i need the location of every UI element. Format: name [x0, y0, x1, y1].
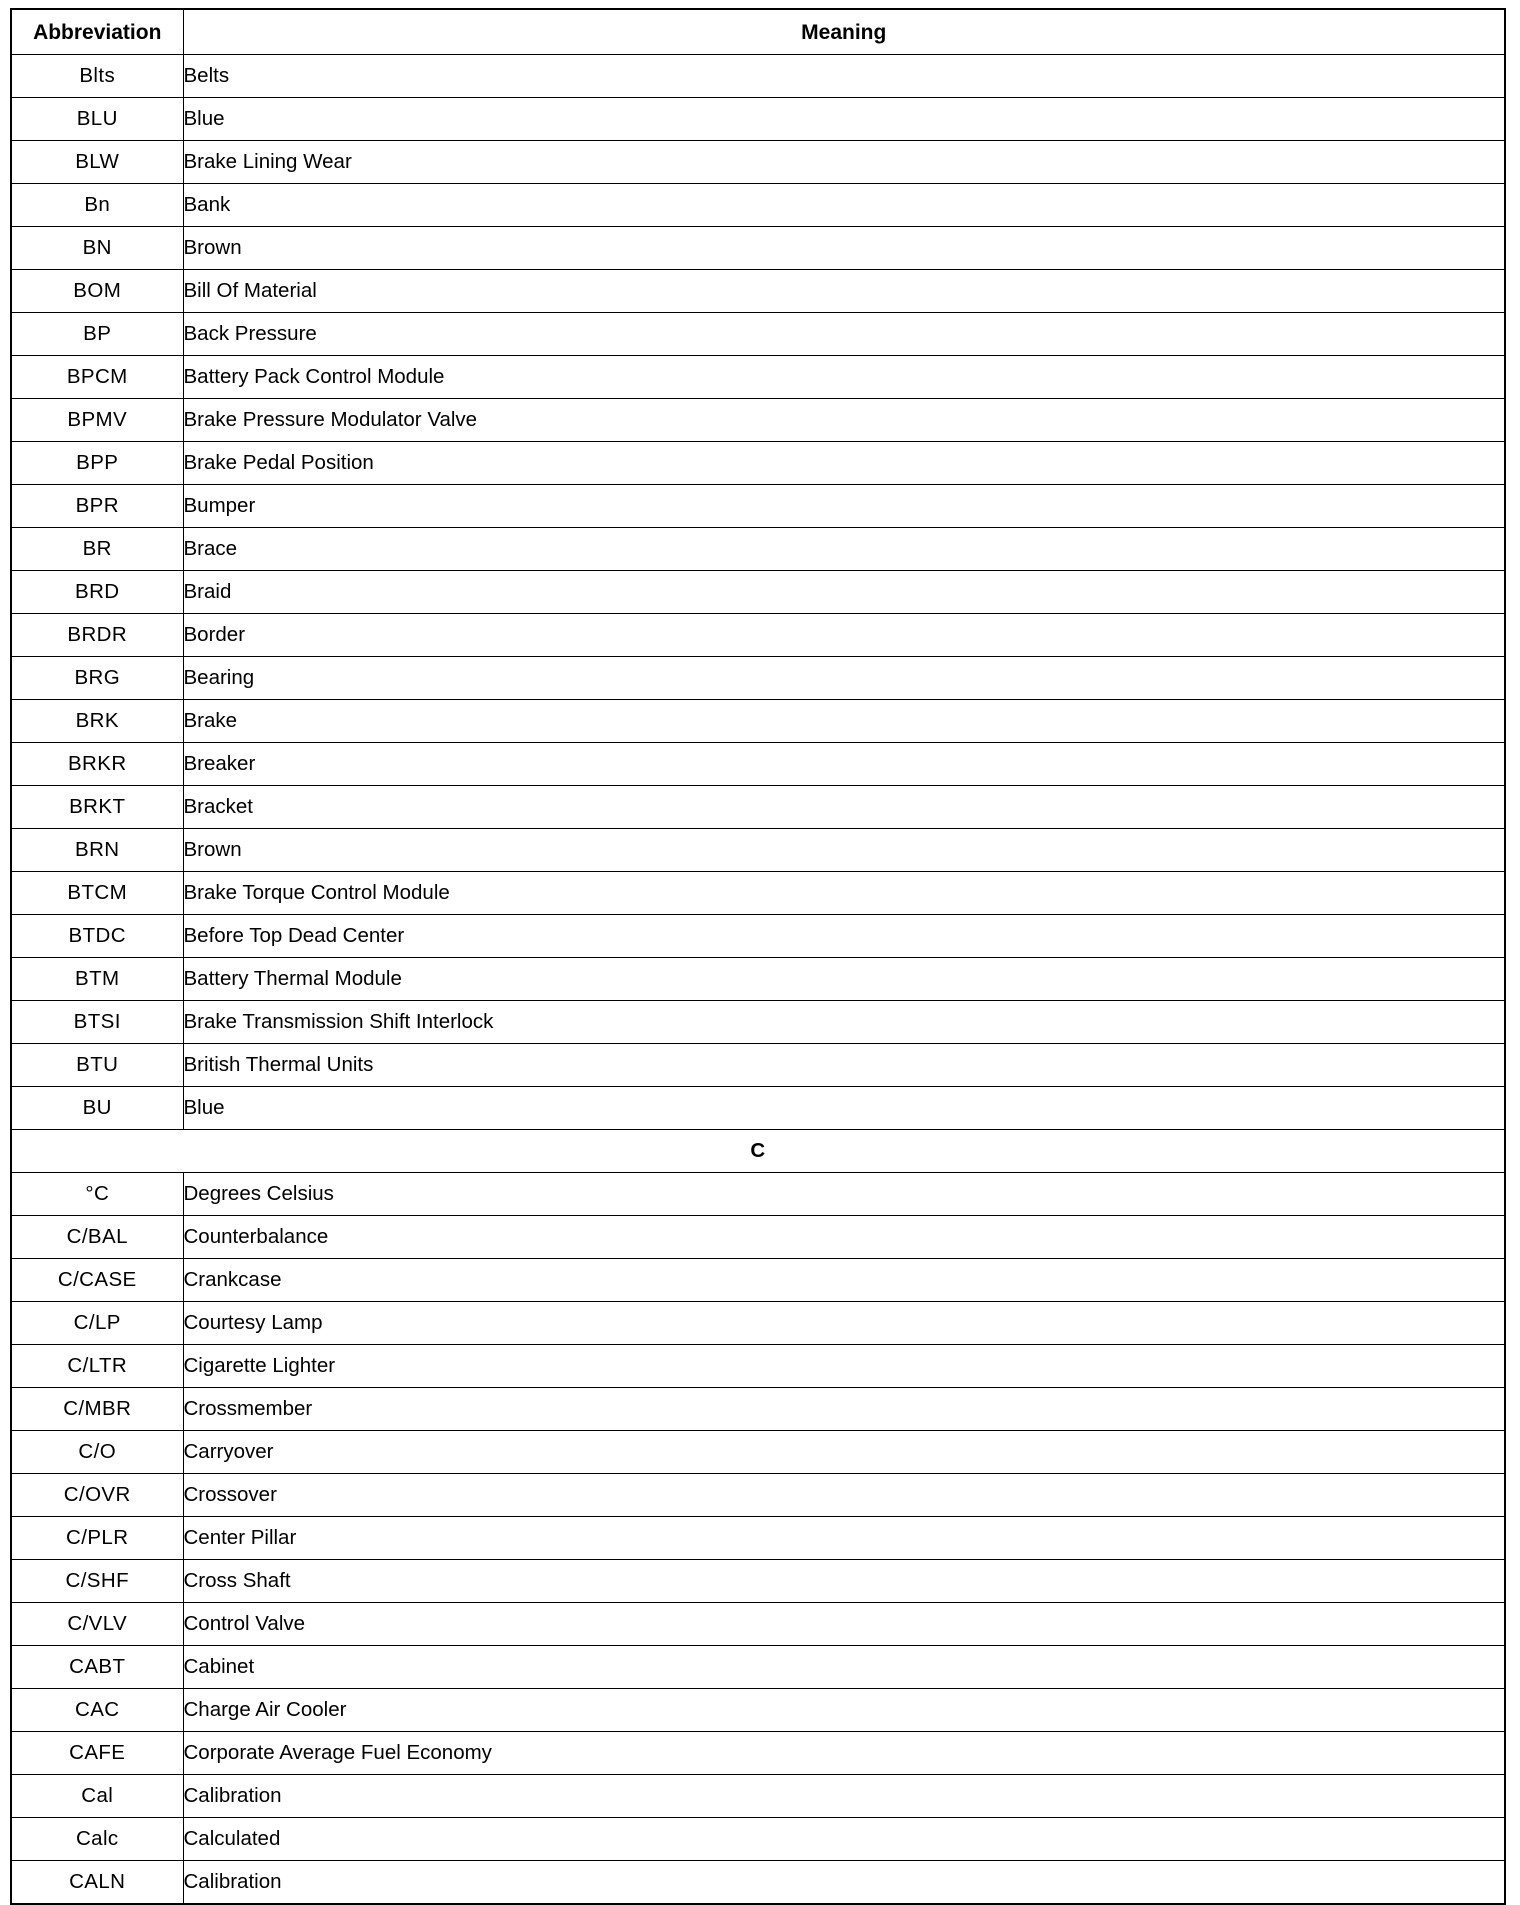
table-row — [11, 1775, 1505, 1818]
abbreviation-cell: BLU — [11, 98, 183, 141]
abbreviation-cell: C/MBR — [11, 1388, 183, 1431]
abbreviation-cell: BN — [11, 227, 183, 270]
table-row — [11, 1087, 1505, 1130]
meaning-cell: Breaker — [183, 743, 1505, 786]
abbreviation-cell: BOM — [11, 270, 183, 313]
table-row — [11, 1345, 1505, 1388]
meaning-cell: Brake Pressure Modulator Valve — [183, 399, 1505, 442]
section-letter-label: C — [11, 1130, 1505, 1173]
table-row — [11, 1044, 1505, 1087]
abbreviation-cell: C/SHF — [11, 1560, 183, 1603]
abbreviation-cell: BRN — [11, 829, 183, 872]
table-row — [11, 1603, 1505, 1646]
abbreviation-cell: BRKT — [11, 786, 183, 829]
table-row — [11, 1732, 1505, 1775]
abbreviation-cell: BU — [11, 1087, 183, 1130]
abbreviation-cell: BPP — [11, 442, 183, 485]
table-row — [11, 1646, 1505, 1689]
table-row — [11, 1388, 1505, 1431]
abbreviation-cell: °C — [11, 1173, 183, 1216]
meaning-cell: Crossmember — [183, 1388, 1505, 1431]
meaning-cell: Battery Pack Control Module — [183, 356, 1505, 399]
meaning-cell: Brake Pedal Position — [183, 442, 1505, 485]
abbreviation-cell: BRDR — [11, 614, 183, 657]
abbreviation-cell: BLW — [11, 141, 183, 184]
meaning-cell: Belts — [183, 55, 1505, 98]
table-row — [11, 270, 1505, 313]
meaning-cell: Brown — [183, 829, 1505, 872]
abbreviation-cell: Cal — [11, 1775, 183, 1818]
table-row — [11, 1216, 1505, 1259]
column-header-abbreviation: Abbreviation — [11, 9, 183, 55]
table-section-row — [11, 1130, 1505, 1173]
table-body — [11, 55, 1505, 1905]
table-row — [11, 528, 1505, 571]
table-header-row — [11, 9, 1505, 55]
meaning-cell: Calculated — [183, 1818, 1505, 1861]
table-row — [11, 1259, 1505, 1302]
table-row — [11, 485, 1505, 528]
abbreviation-cell: BPMV — [11, 399, 183, 442]
meaning-cell: Bumper — [183, 485, 1505, 528]
abbreviation-cell: CAC — [11, 1689, 183, 1732]
abbreviation-cell: C/VLV — [11, 1603, 183, 1646]
table-row — [11, 614, 1505, 657]
meaning-cell: Blue — [183, 98, 1505, 141]
table-row — [11, 1560, 1505, 1603]
abbreviation-cell: Calc — [11, 1818, 183, 1861]
column-header-meaning: Meaning — [183, 9, 1505, 55]
abbreviation-cell: BRK — [11, 700, 183, 743]
meaning-cell: Corporate Average Fuel Economy — [183, 1732, 1505, 1775]
table-row — [11, 1517, 1505, 1560]
meaning-cell: Cigarette Lighter — [183, 1345, 1505, 1388]
table-row — [11, 184, 1505, 227]
meaning-cell: Brown — [183, 227, 1505, 270]
meaning-cell: Brace — [183, 528, 1505, 571]
abbreviation-cell: BRD — [11, 571, 183, 614]
abbreviation-cell: C/LP — [11, 1302, 183, 1345]
meaning-cell: Brake Transmission Shift Interlock — [183, 1001, 1505, 1044]
abbreviation-cell: BTSI — [11, 1001, 183, 1044]
table-row — [11, 141, 1505, 184]
table-row — [11, 958, 1505, 1001]
abbreviation-cell: BRKR — [11, 743, 183, 786]
meaning-cell: Center Pillar — [183, 1517, 1505, 1560]
table-row — [11, 1173, 1505, 1216]
abbreviation-cell: BTU — [11, 1044, 183, 1087]
table-row — [11, 1689, 1505, 1732]
table-row — [11, 313, 1505, 356]
meaning-cell: Crossover — [183, 1474, 1505, 1517]
table-row — [11, 829, 1505, 872]
abbreviation-cell: C/LTR — [11, 1345, 183, 1388]
meaning-cell: Bill Of Material — [183, 270, 1505, 313]
abbreviation-cell: BTDC — [11, 915, 183, 958]
meaning-cell: Degrees Celsius — [183, 1173, 1505, 1216]
abbreviation-cell: CAFE — [11, 1732, 183, 1775]
table-row — [11, 1001, 1505, 1044]
table-row — [11, 915, 1505, 958]
table-header — [11, 9, 1505, 55]
meaning-cell: Counterbalance — [183, 1216, 1505, 1259]
meaning-cell: Before Top Dead Center — [183, 915, 1505, 958]
abbreviation-cell: BP — [11, 313, 183, 356]
table-row — [11, 571, 1505, 614]
abbreviation-cell: C/PLR — [11, 1517, 183, 1560]
meaning-cell: Brake Torque Control Module — [183, 872, 1505, 915]
table-row — [11, 399, 1505, 442]
abbreviation-cell: BPR — [11, 485, 183, 528]
meaning-cell: British Thermal Units — [183, 1044, 1505, 1087]
table-row — [11, 55, 1505, 98]
meaning-cell: Braid — [183, 571, 1505, 614]
abbreviation-cell: C/O — [11, 1431, 183, 1474]
meaning-cell: Back Pressure — [183, 313, 1505, 356]
table-row — [11, 743, 1505, 786]
table-row — [11, 356, 1505, 399]
meaning-cell: Calibration — [183, 1861, 1505, 1905]
abbreviation-cell: BTM — [11, 958, 183, 1001]
meaning-cell: Control Valve — [183, 1603, 1505, 1646]
table-row — [11, 227, 1505, 270]
meaning-cell: Charge Air Cooler — [183, 1689, 1505, 1732]
meaning-cell: Cross Shaft — [183, 1560, 1505, 1603]
table-row — [11, 786, 1505, 829]
table-row — [11, 657, 1505, 700]
abbreviation-cell: C/BAL — [11, 1216, 183, 1259]
meaning-cell: Crankcase — [183, 1259, 1505, 1302]
table-row — [11, 872, 1505, 915]
table-row — [11, 1818, 1505, 1861]
meaning-cell: Blue — [183, 1087, 1505, 1130]
abbreviation-cell: Blts — [11, 55, 183, 98]
table-row — [11, 442, 1505, 485]
meaning-cell: Bank — [183, 184, 1505, 227]
abbreviation-cell: Bn — [11, 184, 183, 227]
abbreviation-cell: C/CASE — [11, 1259, 183, 1302]
abbreviation-cell: BR — [11, 528, 183, 571]
meaning-cell: Brake — [183, 700, 1505, 743]
table-row — [11, 1431, 1505, 1474]
meaning-cell: Brake Lining Wear — [183, 141, 1505, 184]
table-row — [11, 1861, 1505, 1905]
abbreviation-cell: BPCM — [11, 356, 183, 399]
table-row — [11, 700, 1505, 743]
table-row — [11, 98, 1505, 141]
abbreviation-cell: BRG — [11, 657, 183, 700]
table-row — [11, 1302, 1505, 1345]
meaning-cell: Bearing — [183, 657, 1505, 700]
meaning-cell: Calibration — [183, 1775, 1505, 1818]
meaning-cell: Courtesy Lamp — [183, 1302, 1505, 1345]
table-row — [11, 1474, 1505, 1517]
meaning-cell: Border — [183, 614, 1505, 657]
meaning-cell: Bracket — [183, 786, 1505, 829]
meaning-cell: Battery Thermal Module — [183, 958, 1505, 1001]
meaning-cell: Cabinet — [183, 1646, 1505, 1689]
abbreviations-table — [10, 8, 1506, 1905]
meaning-cell: Carryover — [183, 1431, 1505, 1474]
abbreviation-cell: CALN — [11, 1861, 183, 1905]
abbreviation-cell: CABT — [11, 1646, 183, 1689]
abbreviation-cell: BTCM — [11, 872, 183, 915]
abbreviation-cell: C/OVR — [11, 1474, 183, 1517]
